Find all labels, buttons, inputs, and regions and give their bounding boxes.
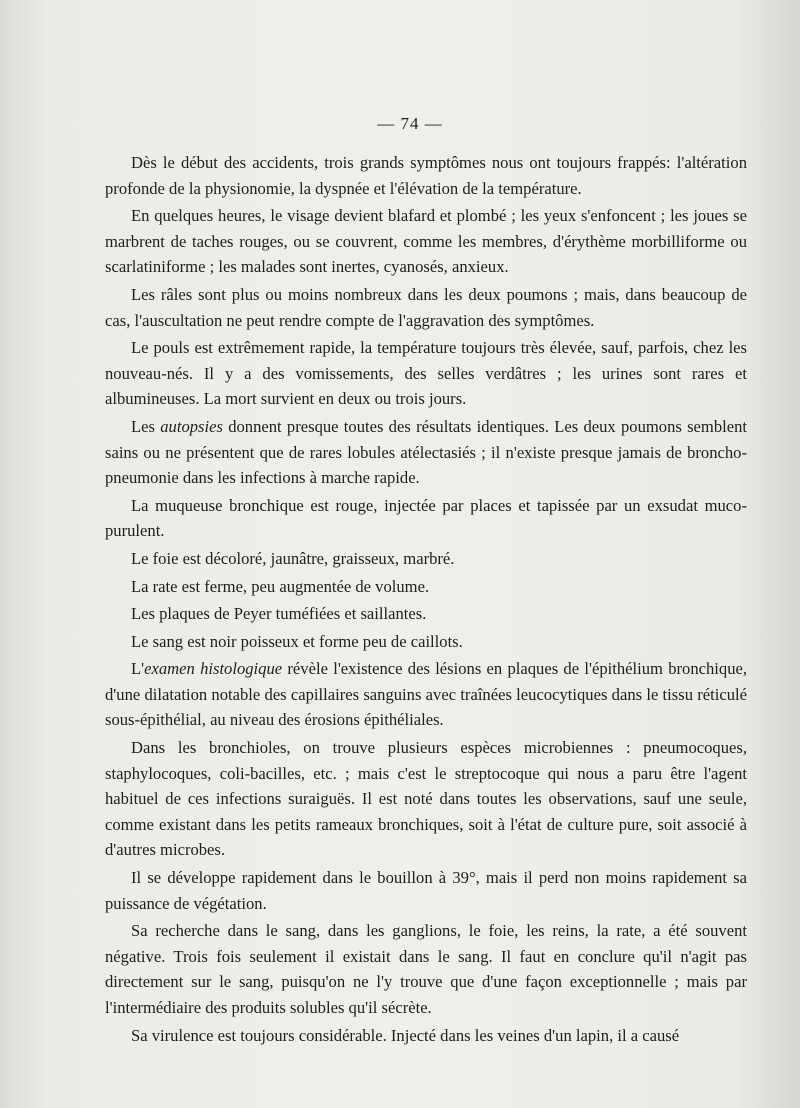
text-run: Dans les bronchioles, on trouve plusieurs espèces microbiennes : pneumocoques, staphylocoques, coli-bacilles, etc. ; mais c'est le streptocoque qui nous a paru être l'agent habituel de ces infections suraiguës. Il est noté dans toutes les observations, sauf une seule, comme existant dans les petits rameaux bronchiques, soit à l'état de culture pure, soit associé à d'autres microbes. (105, 738, 747, 860)
text-run: Le pouls est extrêmement rapide, la température toujours très élevée, sauf, parfois, chez les nouveau-nés. Il y a des vomissements, des selles verdâtres ; les urines sont rares et albumineuses. La mort survient en deux ou trois jours. (105, 338, 747, 409)
paragraph (105, 335, 747, 412)
paragraph (105, 918, 747, 1020)
italic-term: examen histologique (144, 659, 283, 679)
text-run: Sa recherche dans le sang, dans les ganglions, le foie, les reins, la rate, a été souvent négative. Trois fois seulement il existait dans le sang. Il faut en conclure qu'il n'agit pas directement sur le sang, puisqu'on ne l'y trouve que d'une façon exceptionnelle ; mais par l'intermédiaire des produits solubles qu'il sécrète. (105, 921, 747, 1017)
page-number: — 74 — (377, 114, 443, 133)
text-run: Le sang est noir poisseux et forme peu de caillots. (131, 631, 463, 651)
paragraph (105, 203, 747, 280)
text-run: Dès le début des accidents, trois grands symptômes nous ont toujours frappés: l'altération profonde de la physionomie, la dyspnée et l'élévation de la température. (105, 153, 747, 198)
paragraph (105, 629, 747, 655)
paragraph (105, 282, 747, 333)
text-run: Il se développe rapidement dans le bouillon à 39°, mais il perd non moins rapidement sa puissance de végétation. (105, 868, 747, 913)
paragraph (105, 574, 747, 600)
italic-term: autopsies (160, 416, 223, 436)
paragraph (105, 735, 747, 863)
paragraph (105, 546, 747, 572)
text-run: En quelques heures, le visage devient blafard et plombé ; les yeux s'enfoncent ; les joues se marbrent de taches rouges, ou se couvrent, comme les membres, d'érythème morbilliforme ou scarlatiniforme ; les malades sont inertes, cyanosés, anxieux. (105, 206, 747, 277)
text-run: La muqueuse bronchique est rouge, injectée par places et tapissée par un exsudat muco-purulent. (105, 495, 747, 541)
text-run: Les (131, 416, 161, 436)
text-run: Les plaques de Peyer tuméfiées et saillantes. (131, 604, 427, 624)
paragraph (105, 150, 747, 201)
paragraph (105, 1023, 747, 1049)
text-run: Les râles sont plus ou moins nombreux dans les deux poumons ; mais, dans beaucoup de cas, l'auscultation ne peut rendre compte de l'aggravation des symptômes. (105, 284, 747, 330)
paragraph (105, 493, 747, 544)
text-run: La rate est ferme, peu augmentée de volume. (131, 576, 430, 596)
text-run: Sa virulence est toujours considérable. Injecté dans les veines d'un lapin, il a causé (131, 1025, 680, 1045)
paragraph (105, 601, 747, 627)
body-text (105, 150, 747, 1048)
paragraph (105, 656, 747, 733)
text-run: Le foie est décoloré, jaunâtre, graisseux, marbré. (131, 548, 455, 568)
paragraph (105, 414, 747, 491)
text-run: L' (131, 659, 145, 679)
paragraph (105, 865, 747, 916)
text-run: révèle l'existence des lésions en plaques de l'épithélium bronchique, d'une dilatation notable des capillaires sanguins avec traînées leucocytiques dans le tissu réticulé sous-épithélial, au niveau des érosions épithéliales. (105, 659, 747, 730)
text-run: donnent presque toutes des résultats identiques. Les deux poumons semblent sains ou ne présentent que de rares lobules atélectasiés ; il n'existe presque jamais de broncho-pneumonie dans les infections à marche rapide. (105, 416, 748, 488)
